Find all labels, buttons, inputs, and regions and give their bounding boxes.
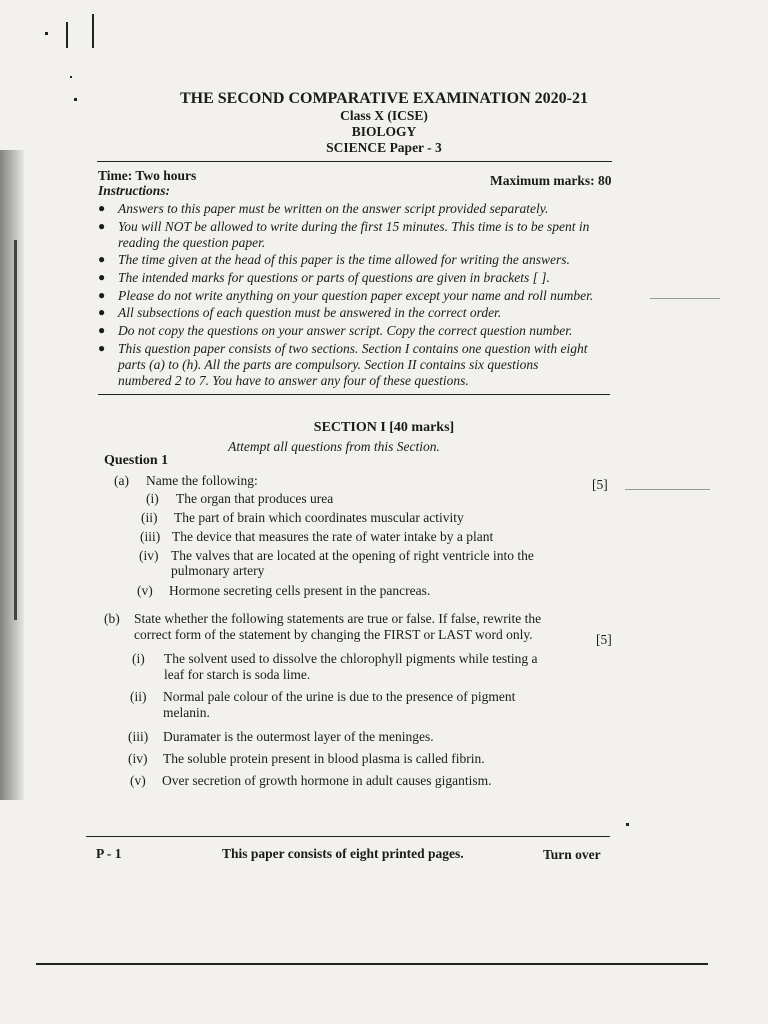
- exam-title: THE SECOND COMPARATIVE EXAMINATION 2020-21: [179, 90, 588, 107]
- instruction-line: parts (a) to (h). All the parts are compulsory. Section II contains six questions: [118, 357, 539, 372]
- instruction-line: The intended marks for questions or parts of questions are given in brackets [ ].: [118, 270, 550, 285]
- item-text: Normal pale colour of the urine is due to the presence of pigment: [163, 689, 516, 704]
- bullet-icon: ●: [98, 270, 106, 284]
- scan-speck: [650, 298, 720, 299]
- part-a-prompt: Name the following:: [146, 473, 258, 488]
- question-label: Question 1: [104, 453, 169, 468]
- scan-dot: [45, 32, 48, 35]
- item-text: The valves that are located at the opening of right ventricle into the: [171, 548, 534, 563]
- item-text: Over secretion of growth hormone in adult causes gigantism.: [162, 773, 492, 788]
- instruction-line: Answers to this paper must be written on the answer script provided separately.: [118, 201, 549, 216]
- time-label: Time: Two hours: [98, 168, 197, 183]
- instructions-heading: Instructions:: [98, 183, 171, 198]
- bullet-icon: ●: [98, 323, 106, 337]
- page-count-note: This paper consists of eight printed pages.: [222, 846, 464, 861]
- bullet-icon: ●: [98, 288, 106, 302]
- part-a-label: (a): [114, 473, 129, 488]
- instruction-line: The time given at the head of this paper is the time allowed for writing the answers.: [118, 252, 570, 267]
- item-number: (iv): [128, 751, 148, 766]
- scan-edge-shadow: [0, 150, 24, 800]
- scan-dot: [70, 76, 72, 78]
- item-text: Duramater is the outermost layer of the meninges.: [163, 729, 434, 744]
- instruction-line: Do not copy the questions on your answer script. Copy the correct question number.: [118, 323, 573, 338]
- instructions-rule: [98, 394, 610, 395]
- section-subheading: Attempt all questions from this Section.: [228, 439, 440, 454]
- item-text-cont: melanin.: [163, 705, 210, 720]
- item-number: (ii): [141, 510, 158, 525]
- bullet-icon: ●: [98, 305, 106, 319]
- item-text: The soluble protein present in blood plasma is called fibrin.: [163, 751, 485, 766]
- max-marks-label: Maximum marks: 80: [490, 173, 612, 188]
- class-line: Class X (ICSE): [340, 108, 428, 123]
- item-number: (ii): [130, 689, 147, 704]
- instruction-line: numbered 2 to 7. You have to answer any four of these questions.: [118, 373, 469, 388]
- header-rule: [97, 161, 612, 162]
- footer-rule: [86, 836, 610, 837]
- turn-over-note: Turn over: [543, 847, 601, 862]
- part-b-marks: [5]: [596, 632, 612, 647]
- instruction-line: reading the question paper.: [118, 235, 266, 250]
- item-text: The organ that produces urea: [176, 491, 334, 506]
- page-bottom-edge: [36, 963, 708, 965]
- part-b-prompt: State whether the following statements are true or false. If false, rewrite the: [134, 611, 542, 626]
- instruction-line: You will NOT be allowed to write during the first 15 minutes. This time is to be spent in: [118, 219, 590, 234]
- paper-line: SCIENCE Paper - 3: [326, 140, 442, 155]
- scan-mark: [92, 14, 94, 48]
- scan-speck: [625, 489, 710, 490]
- page-number: P - 1: [96, 846, 122, 861]
- item-number: (i): [146, 491, 159, 506]
- scan-mark: [66, 22, 68, 48]
- item-number: (iii): [128, 729, 149, 744]
- item-text: The solvent used to dissolve the chlorophyll pigments while testing a: [164, 651, 538, 666]
- item-text: Hormone secreting cells present in the pancreas.: [169, 583, 431, 598]
- item-number: (iii): [140, 529, 161, 544]
- part-b-prompt-cont: correct form of the statement by changing the FIRST or LAST word only.: [134, 627, 533, 642]
- instruction-line: All subsections of each question must be answered in the correct order.: [118, 305, 502, 320]
- item-number: (iv): [139, 548, 159, 563]
- item-number: (i): [132, 651, 145, 666]
- item-text-cont: pulmonary artery: [171, 563, 265, 578]
- part-b-label: (b): [104, 611, 120, 626]
- scan-dot: [626, 823, 629, 826]
- bullet-icon: ●: [98, 252, 106, 266]
- item-text-cont: leaf for starch is soda lime.: [164, 667, 311, 682]
- bullet-icon: ●: [98, 201, 106, 215]
- bullet-icon: ●: [98, 341, 106, 355]
- instruction-line: This question paper consists of two sections. Section I contains one question with eight: [118, 341, 588, 356]
- subject-line: BIOLOGY: [351, 124, 417, 139]
- instruction-line: Please do not write anything on your question paper except your name and roll number.: [118, 288, 594, 303]
- item-number: (v): [130, 773, 146, 788]
- item-number: (v): [137, 583, 153, 598]
- item-text: The part of brain which coordinates muscular activity: [174, 510, 464, 525]
- item-text: The device that measures the rate of water intake by a plant: [172, 529, 494, 544]
- part-a-marks: [5]: [592, 477, 608, 492]
- bullet-icon: ●: [98, 219, 106, 233]
- section-heading: SECTION I [40 marks]: [313, 420, 455, 435]
